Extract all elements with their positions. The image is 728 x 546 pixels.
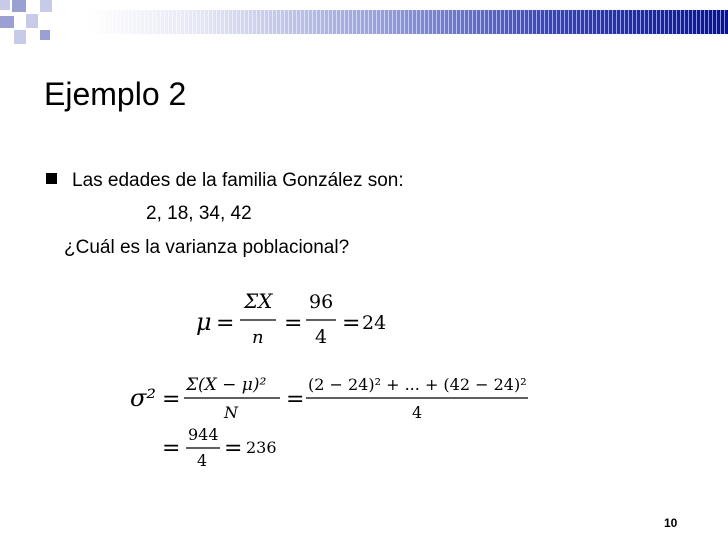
- equals-sign: =: [284, 311, 303, 336]
- variance-expansion-denominator: 4: [412, 403, 423, 422]
- variance-numerator: Σ(X − μ)²: [186, 375, 267, 395]
- variance-sum-value: 944: [188, 425, 219, 444]
- equals-sign: =: [224, 436, 243, 461]
- equals-sign: =: [162, 436, 181, 461]
- mean-result: 24: [362, 312, 387, 334]
- variance-sum-denominator: 4: [197, 451, 208, 470]
- variance-result: 236: [246, 438, 277, 457]
- variance-denominator: N: [224, 403, 238, 422]
- question-text: ¿Cuál es la varianza poblacional?: [64, 237, 350, 258]
- mu-symbol: μ: [196, 308, 212, 336]
- equals-sign: =: [162, 387, 181, 412]
- equals-sign: =: [342, 311, 361, 336]
- bullet-text: Las edades de la familia González son:: [72, 170, 404, 191]
- variance-expansion: (2 − 24)² + ... + (42 − 24)²: [308, 375, 527, 394]
- slide-title: Ejemplo 2: [44, 76, 187, 112]
- sigma-squared-symbol: σ²: [130, 384, 157, 412]
- page-number: 10: [664, 516, 678, 530]
- ages-list: 2, 18, 34, 42: [146, 203, 252, 224]
- equals-sign: =: [286, 387, 305, 412]
- mean-numerator: ΣX: [244, 289, 273, 313]
- mean-denominator-value: 4: [315, 326, 328, 348]
- mean-formula: [196, 289, 386, 348]
- mean-denominator: n: [252, 327, 264, 348]
- variance-formula: [130, 375, 528, 470]
- mean-numerator-value: 96: [309, 291, 334, 313]
- equals-sign: =: [216, 311, 235, 336]
